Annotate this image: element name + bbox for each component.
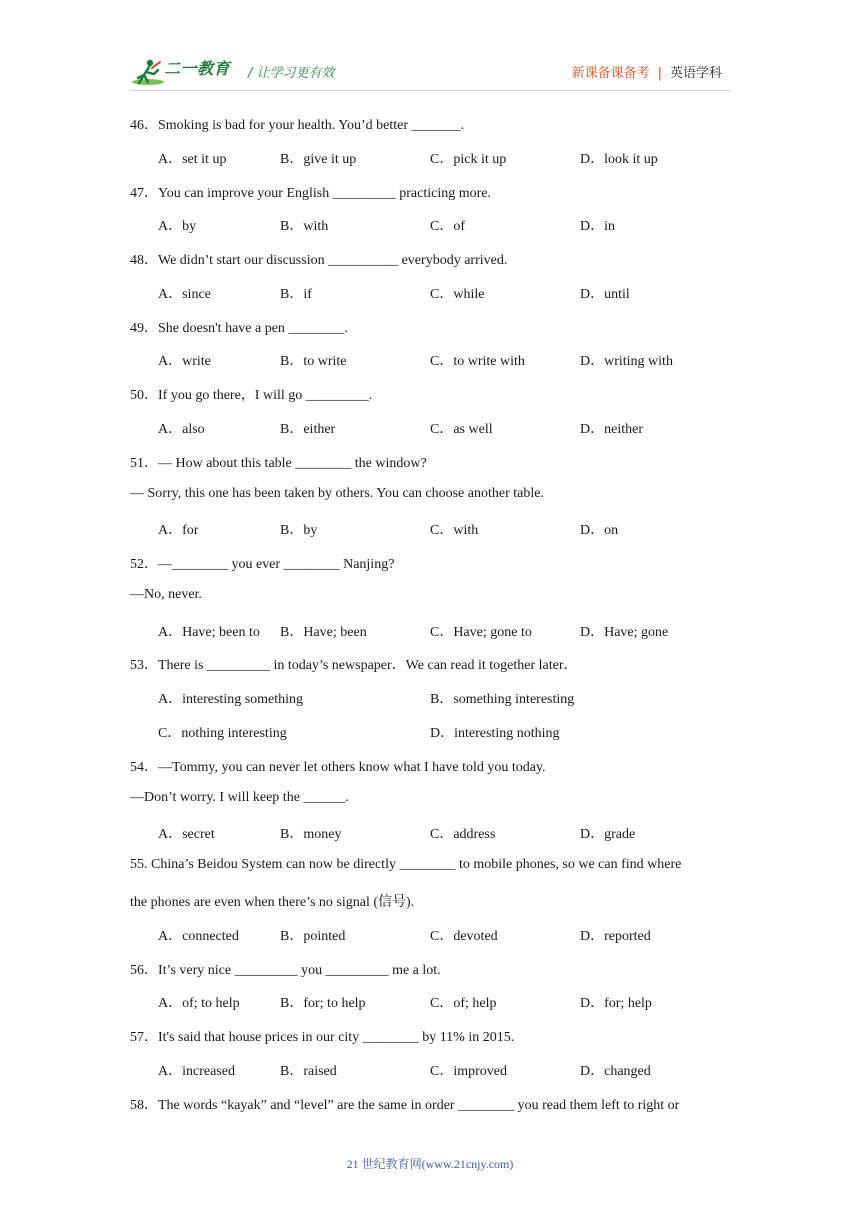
question-55: 55. China’s Beidou System can now be directly ________ to mobile phones, so we can find where [130, 857, 682, 872]
q49-option-c: C．to write with [430, 354, 525, 369]
q46-option-b: B．give it up [280, 152, 357, 167]
question-57: 57．It's said that house prices in our city ________ by 11% in 2015. [130, 1030, 515, 1045]
q47-option-b: B．with [280, 219, 329, 234]
q48-option-b: B．if [280, 287, 312, 302]
question-54: 54．—Tommy, you can never let others know what I have told you today. [130, 760, 546, 775]
question-53: 53．There is _________ in today’s newspaper．We can read it together later． [130, 658, 578, 673]
header-right [572, 62, 722, 81]
question-47: 47．You can improve your English _________ practicing more. [130, 186, 491, 201]
q57-option-a: A．increased [158, 1064, 235, 1079]
q55-option-a: A．connected [158, 929, 239, 944]
q56-option-a: A．of; to help [158, 996, 240, 1011]
q47-option-a: A．by [158, 219, 197, 234]
q52-option-d: D．Have; gone [580, 625, 669, 640]
q47-option-d: D．in [580, 219, 615, 234]
q53-option-c: C．nothing interesting [158, 726, 287, 741]
question-48: 48．We didn’t start our discussion __________ everybody arrived. [130, 253, 508, 268]
q46-option-a: A．set it up [158, 152, 227, 167]
q46-option-c: C．pick it up [430, 152, 507, 167]
question-58: 58．The words “kayak” and “level” are the same in order ________ you read them left to right or [130, 1098, 680, 1113]
q49-option-d: D．writing with [580, 354, 673, 369]
q56-option-b: B．for; to help [280, 996, 366, 1011]
question-51: 51．— How about this table ________ the window? [130, 456, 427, 471]
q51-option-b: B．by [280, 523, 318, 538]
q50-option-c: C．as well [430, 422, 493, 437]
q51-option-a: A．for [158, 523, 199, 538]
q55-option-c: C．devoted [430, 929, 498, 944]
q53-option-a: A．interesting something [158, 692, 304, 707]
question-52: 52．—________ you ever ________ Nanjing? [130, 557, 395, 572]
q47-option-c: C．of [430, 219, 465, 234]
q52-option-c: C．Have; gone to [430, 625, 532, 640]
question-51-reply: — Sorry, this one has been taken by others. You can choose another table. [130, 486, 544, 501]
page-footer: 21 世纪教育网(www.21cnjy.com) [346, 1157, 514, 1171]
q54-option-d: D．grade [580, 827, 636, 842]
question-49: 49．She doesn't have a pen ________. [130, 321, 348, 336]
q57-option-b: B．raised [280, 1064, 337, 1079]
q50-option-d: D．neither [580, 422, 643, 437]
q54-option-a: A．secret [158, 827, 215, 842]
q57-option-c: C．improved [430, 1064, 507, 1079]
question-54-reply: —Don’t worry. I will keep the ______. [130, 790, 349, 805]
q50-option-a: A．also [158, 422, 205, 437]
page-header [130, 52, 730, 92]
question-55-line2: the phones are even when there’s no signal (信号). [130, 895, 415, 910]
q56-option-c: C．of; help [430, 996, 497, 1011]
q48-option-c: C．while [430, 287, 485, 302]
question-56: 56．It’s very nice _________ you _________ me a lot. [130, 963, 441, 978]
q55-option-b: B．pointed [280, 929, 346, 944]
header-course-label: 新课备课备考 [571, 66, 650, 81]
q51-option-c: C．with [430, 523, 479, 538]
question-46: 46．Smoking is bad for your health. You’d better _______. [130, 118, 465, 133]
q54-option-c: C．address [430, 827, 496, 842]
logo-text: 二一教育 [164, 59, 231, 78]
slogan: / 让学习更有效 [248, 66, 335, 81]
q50-option-b: B．either [280, 422, 336, 437]
q52-option-b: B．Have; been [280, 625, 367, 640]
q52-option-a: A．Have; been to [158, 625, 260, 640]
q49-option-a: A．write [158, 354, 211, 369]
q51-option-d: D．on [580, 523, 619, 538]
header-separator: | [657, 66, 662, 81]
question-50: 50．If you go there，I will go _________. [130, 388, 373, 403]
header-divider [130, 90, 730, 91]
q46-option-d: D．look it up [580, 152, 658, 167]
q56-option-d: D．for; help [580, 996, 652, 1011]
q49-option-b: B．to write [280, 354, 347, 369]
question-52-reply: —No, never. [130, 587, 202, 602]
q53-option-d: D．interesting nothing [430, 726, 560, 741]
q54-option-b: B．money [280, 827, 342, 842]
q57-option-d: D．changed [580, 1064, 651, 1079]
q48-option-d: D．until [580, 287, 630, 302]
header-subject-label: 英语学科 [669, 66, 722, 81]
q48-option-a: A．since [158, 287, 211, 302]
q53-option-b: B．something interesting [430, 692, 575, 707]
q55-option-d: D．reported [580, 929, 651, 944]
